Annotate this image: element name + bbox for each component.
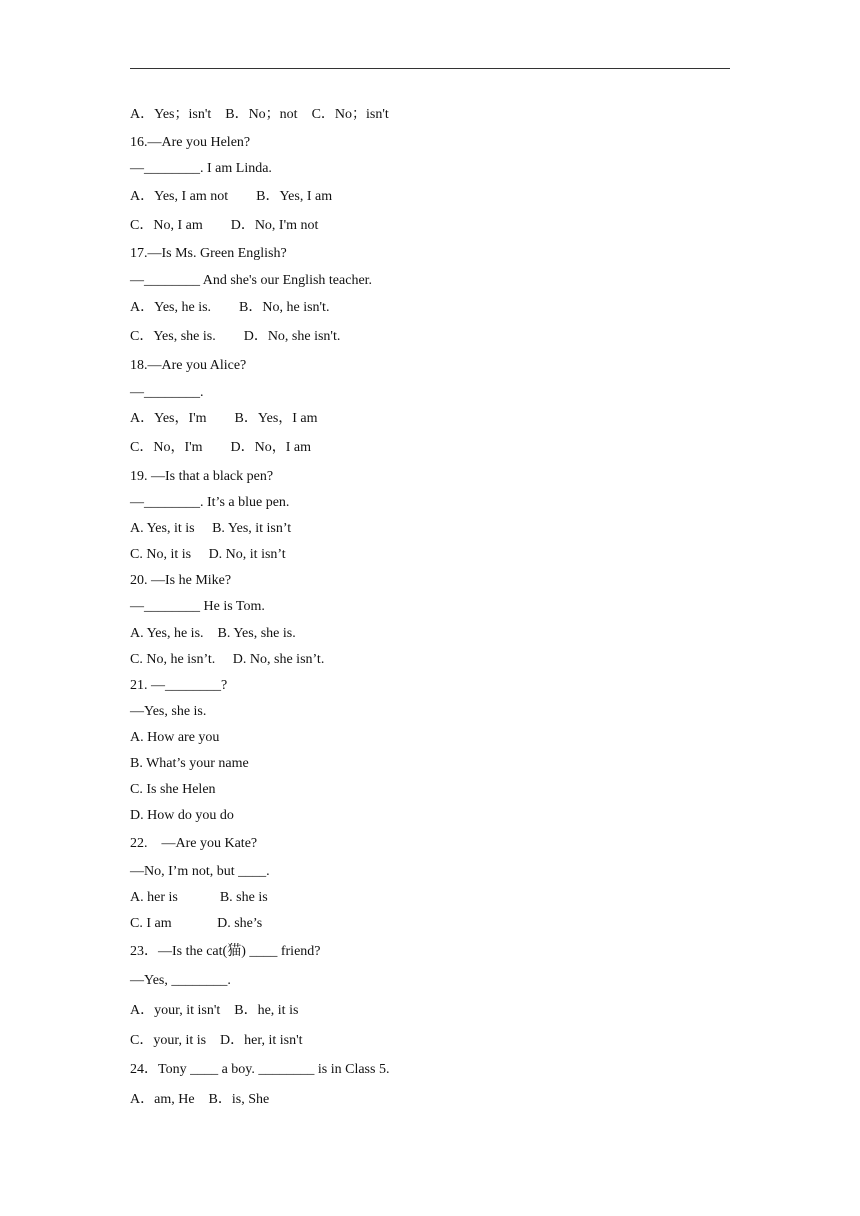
q21-question: 21. —________?: [130, 678, 228, 693]
q15-options: A．Yes；isn't B．No；not C．No；isn't: [130, 107, 389, 122]
header-rule: [130, 68, 730, 69]
q17-answer-line: —________ And she's our English teacher.: [130, 273, 373, 288]
q21-option-d: D. How do you do: [130, 808, 234, 823]
q21-option-b: B. What’s your name: [130, 756, 249, 771]
q23-answer-line: —Yes, ________.: [130, 973, 231, 988]
q16-options-ab: A．Yes, I am not B．Yes, I am: [130, 189, 333, 204]
q20-options-ab: A. Yes, he is. B. Yes, she is.: [130, 626, 296, 641]
q20-question: 20. —Is he Mike?: [130, 573, 232, 588]
q21-option-c: C. Is she Helen: [130, 782, 216, 797]
q18-question: 18.—Are you Alice?: [130, 358, 247, 373]
q17-options-cd: C．Yes, she is. D．No, she isn't.: [130, 329, 341, 344]
q18-options-ab: A．Yes，I'm B．Yes，I am: [130, 411, 318, 426]
q22-answer-line: —No, I’m not, but ____.: [130, 864, 270, 879]
q18-answer-line: —________.: [130, 385, 204, 400]
q21-option-a: A. How are you: [130, 730, 220, 745]
q17-options-ab: A．Yes, he is. B．No, he isn't.: [130, 300, 330, 315]
q21-answer-line: —Yes, she is.: [130, 704, 207, 719]
q17-question: 17.—Is Ms. Green English?: [130, 246, 287, 261]
q23-question: 23．—Is the cat(猫) ____ friend?: [130, 944, 321, 959]
q16-options-cd: C．No, I am D．No, I'm not: [130, 218, 319, 233]
q18-options-cd: C．No，I'm D．No，I am: [130, 440, 312, 455]
q19-options-cd: C. No, it is D. No, it isn’t: [130, 547, 286, 562]
q19-options-ab: A. Yes, it is B. Yes, it isn’t: [130, 521, 292, 536]
q23-options-ab: A．your, it isn't B．he, it is: [130, 1003, 299, 1018]
q24-options-ab: A．am, He B．is, She: [130, 1092, 270, 1107]
q20-answer-line: —________ He is Tom.: [130, 599, 265, 614]
q22-options-cd: C. I am D. she’s: [130, 916, 263, 931]
q16-answer-line: —________. I am Linda.: [130, 161, 272, 176]
q22-options-ab: A. her is B. she is: [130, 890, 268, 905]
q19-answer-line: —________. It’s a blue pen.: [130, 495, 290, 510]
q16-question: 16.—Are you Helen?: [130, 135, 251, 150]
q19-question: 19. —Is that a black pen?: [130, 469, 274, 484]
q23-options-cd: C．your, it is D．her, it isn't: [130, 1033, 303, 1048]
q24-question: 24．Tony ____ a boy. ________ is in Class 5.: [130, 1062, 390, 1077]
q22-question: 22. —Are you Kate?: [130, 836, 258, 851]
q20-options-cd: C. No, he isn’t. D. No, she isn’t.: [130, 652, 325, 667]
